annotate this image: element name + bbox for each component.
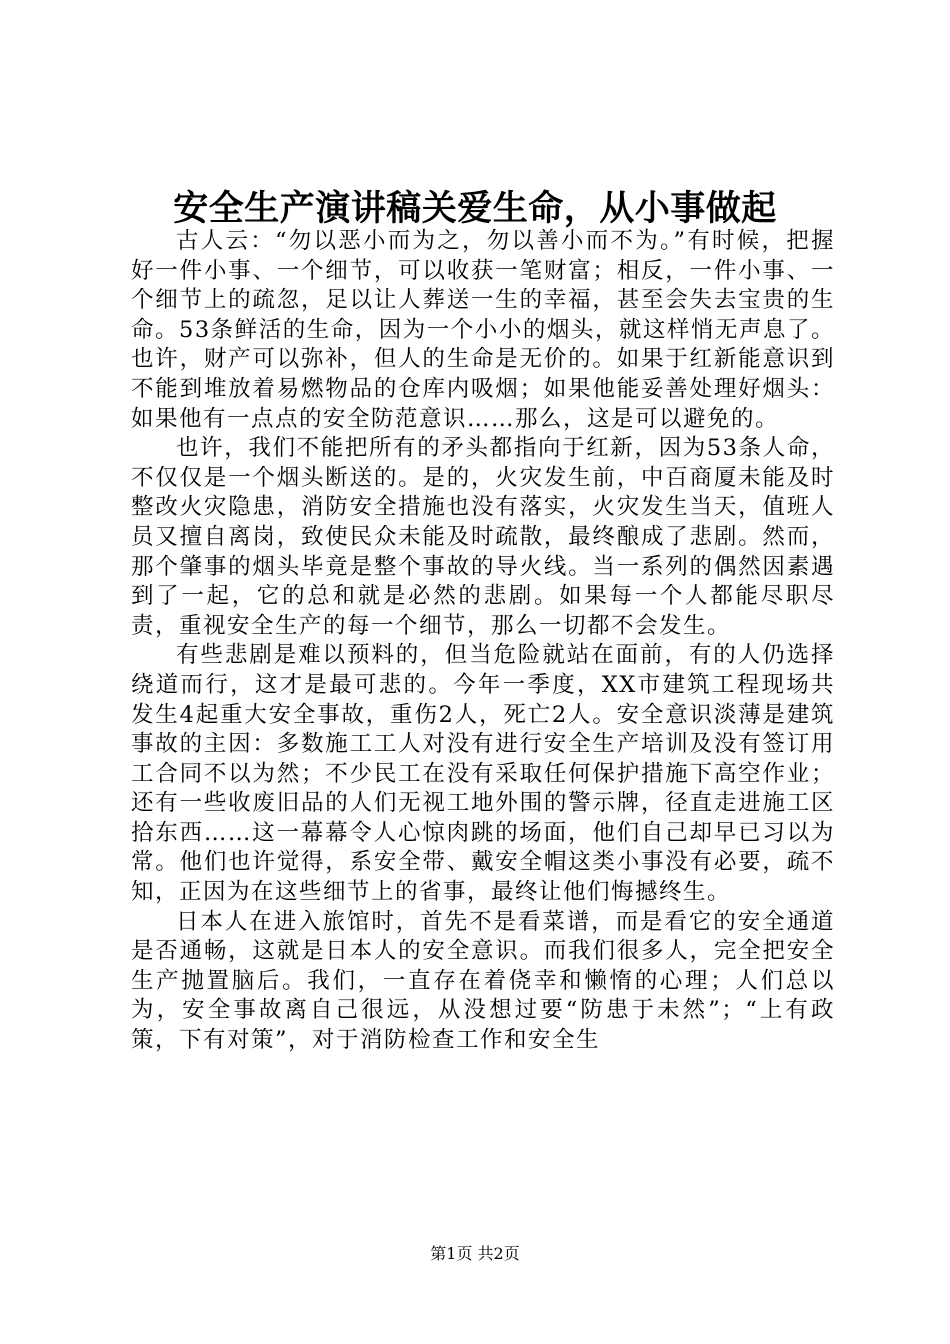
- paragraph: 古人云：“勿以恶小而为之，勿以善小而不为。”有时候，把握好一件小事、一个细节，可以收获一笔财富；相反，一件小事、一个细节上的疏忽，足以让人葬送一生的幸福，甚至会失去宝贵的生命。53条鲜活的生命，因为一个小小的烟头，就这样悄无声息了。也许，财产可以弥补，但人的生命是无价的。如果于红新能意识到不能到堆放着易燃物品的仓库内吸烟；如果他能妥善处理好烟头：如果他有一点点的安全防范意识……那么，这是可以避免的。: [131, 228, 835, 432]
- paragraph: 也许，我们不能把所有的矛头都指向于红新，因为53条人命，不仅仅是一个烟头断送的。是的，火灾发生前，中百商厦未能及时整改火灾隐患，消防安全措施也没有落实，火灾发生当天，值班人员又擅自离岗，致使民众未能及时疏散，最终酿成了悲剧。然而，那个肇事的烟头毕竟是整个事故的导火线。当一系列的偶然因素遇到了一起，它的总和就是必然的悲剧。如果每一个人都能尽职尽责，重视安全生产的每一个细节，那么一切都不会发生。: [131, 435, 835, 639]
- page-footer: 第1页 共2页: [430, 1244, 520, 1263]
- paragraph: 有些悲剧是难以预料的，但当危险就站在面前，有的人仍选择绕道而行，这才是最可悲的。今年一季度，XX市建筑工程现场共发生4起重大安全事故，重伤2人，死亡2人。安全意识淡薄是建筑事故的主因：多数施工工人对没有进行安全生产培训及没有签订用工合同不以为然；不少民工在没有采取任何保护措施下高空作业；还有一些收废旧品的人们无视工地外围的警示牌，径直走进施工区拾东西……这一幕幕令人心惊肉跳的场面，他们自己却早已习以为常。他们也许觉得，系安全带、戴安全帽这类小事没有必要，疏不知，正因为在这些细节上的省事，最终让他们悔撼终生。: [131, 642, 835, 906]
- document-title: 安全生产演讲稿关爱生命，从小事做起: [173, 188, 777, 229]
- paragraph: 日本人在进入旅馆时，首先不是看菜谱，而是看它的安全通道是否通畅，这就是日本人的安全意识。而我们很多人，完全把安全生产抛置脑后。我们，一直存在着侥幸和懒惰的心理；人们总以为，安全事故离自己很远，从没想过要“防患于未然”；“上有政策，下有对策”，对于消防检查工作和安全生: [131, 908, 835, 1054]
- document-body: [131, 227, 835, 1056]
